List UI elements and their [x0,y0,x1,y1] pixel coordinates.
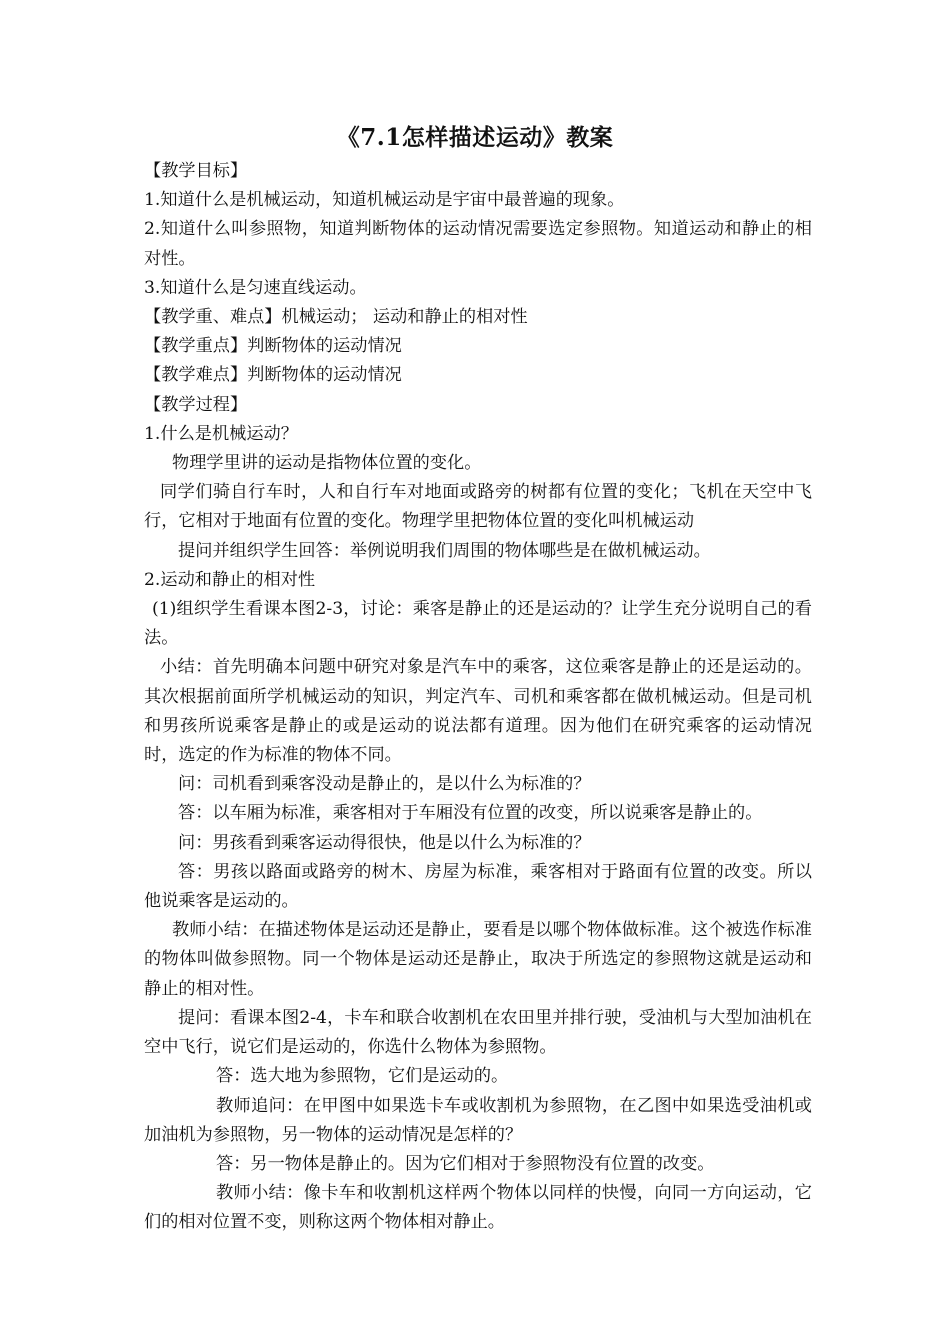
paragraph: 提问：看课本图2-4，卡车和联合收割机在农田里并排行驶，受油机与大型加油机在空中飞行，说它们是运动的，你选什么物体为参照物。 [144,1007,812,1058]
teacher-summary: 教师小结：在描述物体是运动还是静止，要看是以哪个物体做标准。这个被选作标准的物体叫做参照物。同一个物体是运动还是静止，取决于所选定的参照物这就是运动和静止的相对性。 [144,920,812,999]
document-body [144,157,812,1238]
answer: 答：以车厢为标准，乘客相对于车厢没有位置的改变，所以说乘客是静止的。 [178,803,763,824]
paragraph: 小结：首先明确本问题中研究对象是汽车中的乘客，这位乘客是静止的还是运动的。其次根据前面所学机械运动的知识，判定汽车、司机和乘客都在做机械运动。但是司机和男孩所说乘客是静止的或是运动的说法都有道理。因为他们在研究乘客的运动情况时，选定的作为标准的物体不同。 [144,657,812,766]
objective-2: 2.知道什么叫参照物，知道判断物体的运动情况需要选定参照物。知道运动和静止的相对性。 [144,219,812,269]
objective-1: 1.知道什么是机械运动，知道机械运动是宇宙中最普遍的现象。 [144,190,625,211]
question: 问：司机看到乘客没动是静止的，是以什么为标准的？ [178,774,591,795]
answer: 答：男孩以路面或路旁的树木、房屋为标准，乘客相对于路面有位置的改变。所以他说乘客是运动的。 [144,861,812,912]
process-step-2: 2.运动和静止的相对性 [144,569,316,590]
section-heading-process: 【教学过程】 [144,394,248,415]
objective-3: 3.知道什么是匀速直线运动。 [144,277,367,298]
paragraph: 同学们骑自行车时，人和自行车对地面或路旁的树都有位置的变化；飞机在天空中飞行，它相对于地面有位置的变化。物理学里把物体位置的变化叫机械运动 [144,482,812,532]
question: 问：男孩看到乘客运动得很快，他是以什么为标准的？ [178,832,591,853]
process-step-1: 1.什么是机械运动？ [144,423,298,444]
key-and-difficult-points: 【教学重、难点】机械运动； 运动和静止的相对性 [144,307,528,328]
paragraph: 提问并组织学生回答：举例说明我们周围的物体哪些是在做机械运动。 [178,540,711,561]
document-title: 《7.1怎样描述运动》教案 [336,124,614,151]
teacher-summary: 教师小结：像卡车和收割机这样两个物体以同样的快慢，向同一方向运动，它们的相对位置不变，则称这两个物体相对静止。 [144,1183,812,1233]
key-point: 【教学重点】判断物体的运动情况 [144,336,402,357]
answer: 答：选大地为参照物，它们是运动的。 [216,1066,509,1087]
difficult-point: 【教学难点】判断物体的运动情况 [144,365,402,386]
paragraph: 物理学里讲的运动是指物体位置的变化。 [172,453,482,474]
section-heading-objectives: 【教学目标】 [144,161,248,181]
answer: 答：另一物体是静止的。因为它们相对于参照物没有位置的改变。 [216,1153,715,1174]
paragraph: 教师追问：在甲图中如果选卡车或收割机为参照物，在乙图中如果选受油机或加油机为参照物，另一物体的运动情况是怎样的？ [144,1095,812,1145]
paragraph: (1)组织学生看课本图2-3，讨论：乘客是静止的还是运动的？让学生充分说明自己的看法。 [144,599,812,649]
